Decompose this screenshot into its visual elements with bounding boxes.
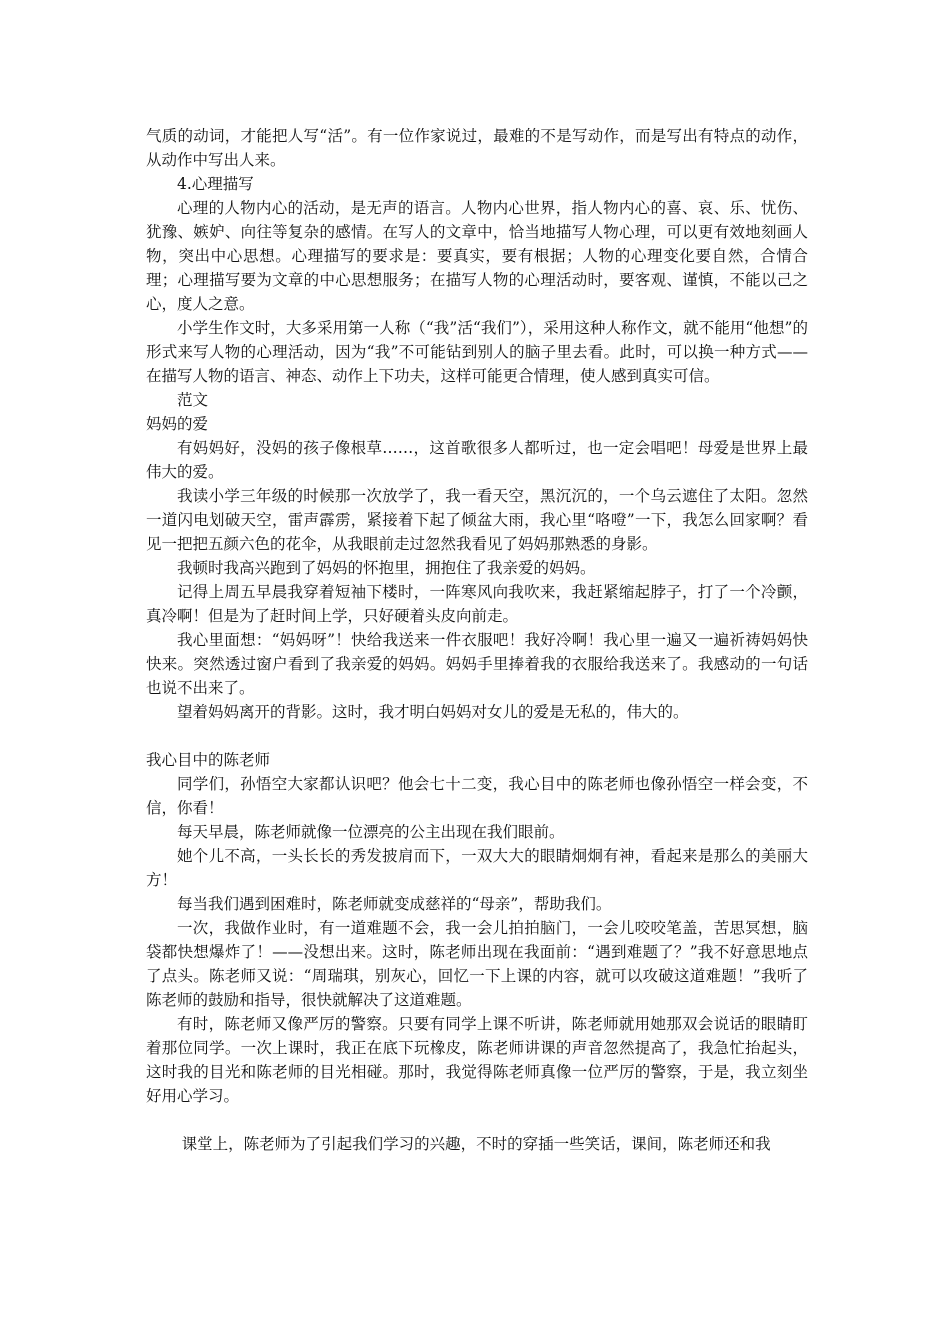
paragraph: 记得上周五早晨我穿着短袖下楼时，一阵寒风向我吹来，我赶紧缩起脖子，打了一个冷颤，真冷啊！但是为了赶时间上学，只好硬着头皮向前走。 [146,583,808,625]
paragraph: 每当我们遇到困难时，陈老师就变成慈祥的“母亲”，帮助我们。 [177,895,612,913]
paragraph-psychology-definition: 心理的人物内心的活动，是无声的语言。人物内心世界，指人物内心的喜、哀、乐、忧伤、犹豫、嫉妒、向往等复杂的感情。在写人的文章中，恰当地描写人物心理，可以更有效地刻画人物，突出中心思想。心理描写的要求是：要真实，要有根据；人物的心理变化要自然，合情合理；心理描写要为文章的中心思想服务；在描写人物的心理活动时，要客观、谨慎，不能以己之心，度人之意。 [146,199,808,313]
blank-line [146,1108,808,1132]
sample-essay-label: 范文 [177,391,209,409]
essay-title-teacher: 我心目中的陈老师 [146,751,271,769]
paragraph: 课堂上，陈老师为了引起我们学习的兴趣，不时的穿插一些笑话，课间，陈老师还和我 [181,1135,771,1153]
paragraph: 每天早晨，陈老师就像一位漂亮的公主出现在我们眼前。 [177,823,565,841]
essay-title-mother: 妈妈的爱 [146,415,209,433]
paragraph: 我心里面想：“妈妈呀”！快给我送来一件衣服吧！我好冷啊！我心里一遍又一遍祈祷妈妈快快来。突然透过窗户看到了我亲爱的妈妈。妈妈手里捧着我的衣服给我送来了。我感动的一句话也说不出来了。 [146,631,808,697]
paragraph-first-person: 小学生作文时，大多采用第一人称（“我”活“我们”），采用这种人称作文，就不能用“他想”的形式来写人物的心理活动，因为“我”不可能钻到别人的脑子里去看。此时，可以换一种方式——在描写人物的语言、神态、动作上下功夫，这样可能更合情理，使人感到真实可信。 [146,319,808,385]
paragraph: 我顿时我高兴跑到了妈妈的怀抱里，拥抱住了我亲爱的妈妈。 [177,559,596,577]
paragraph: 有时，陈老师又像严厉的警察。只要有同学上课不听讲，陈老师就用她那双会说话的眼睛盯着那位同学。一次上课时，我正在底下玩橡皮，陈老师讲课的声音忽然提高了，我急忙抬起头，这时我的目光和陈老师的目光相碰。那时，我觉得陈老师真像一位严厉的警察，于是，我立刻坐好用心学习。 [146,1015,808,1105]
paragraph-action-conclusion: 气质的动词，才能把人写“活”。有一位作家说过，最难的不是写动作，而是写出有特点的动作，从动作中写出人来。 [146,127,808,169]
blank-line [146,724,808,748]
paragraph: 一次，我做作业时，有一道难题不会，我一会儿拍拍脑门，一会儿咬咬笔盖，苦思冥想，脑袋都快想爆炸了！——没想出来。这时，陈老师出现在我面前：“遇到难题了？”我不好意思地点了点头。陈老师又说：“周瑞琪，别灰心，回忆一下上课的内容，就可以攻破这道难题！”我听了陈老师的鼓励和指导，很快就解决了这道难题。 [146,919,808,1009]
paragraph: 我读小学三年级的时候那一次放学了，我一看天空，黑沉沉的，一个乌云遮住了太阳。忽然一道闪电划破天空，雷声霹雳，紧接着下起了倾盆大雨，我心里“咯噔”一下，我怎么回家啊？看见一把把五颜六色的花伞，从我眼前走过忽然我看见了妈妈那熟悉的身影。 [146,487,808,553]
paragraph: 有妈妈好，没妈的孩子像根草……，这首歌很多人都听过，也一定会唱吧！母爱是世界上最伟大的爱。 [146,439,808,481]
paragraph: 她个儿不高，一头长长的秀发披肩而下，一双大大的眼睛炯炯有神，看起来是那么的美丽大方！ [146,847,808,889]
section-heading-psychology: 4.心理描写 [177,175,254,193]
paragraph: 同学们，孙悟空大家都认识吧？他会七十二变，我心目中的陈老师也像孙悟空一样会变，不信，你看！ [146,775,808,817]
document-page [146,124,808,1156]
paragraph: 望着妈妈离开的背影。这时，我才明白妈妈对女儿的爱是无私的，伟大的。 [177,703,689,721]
